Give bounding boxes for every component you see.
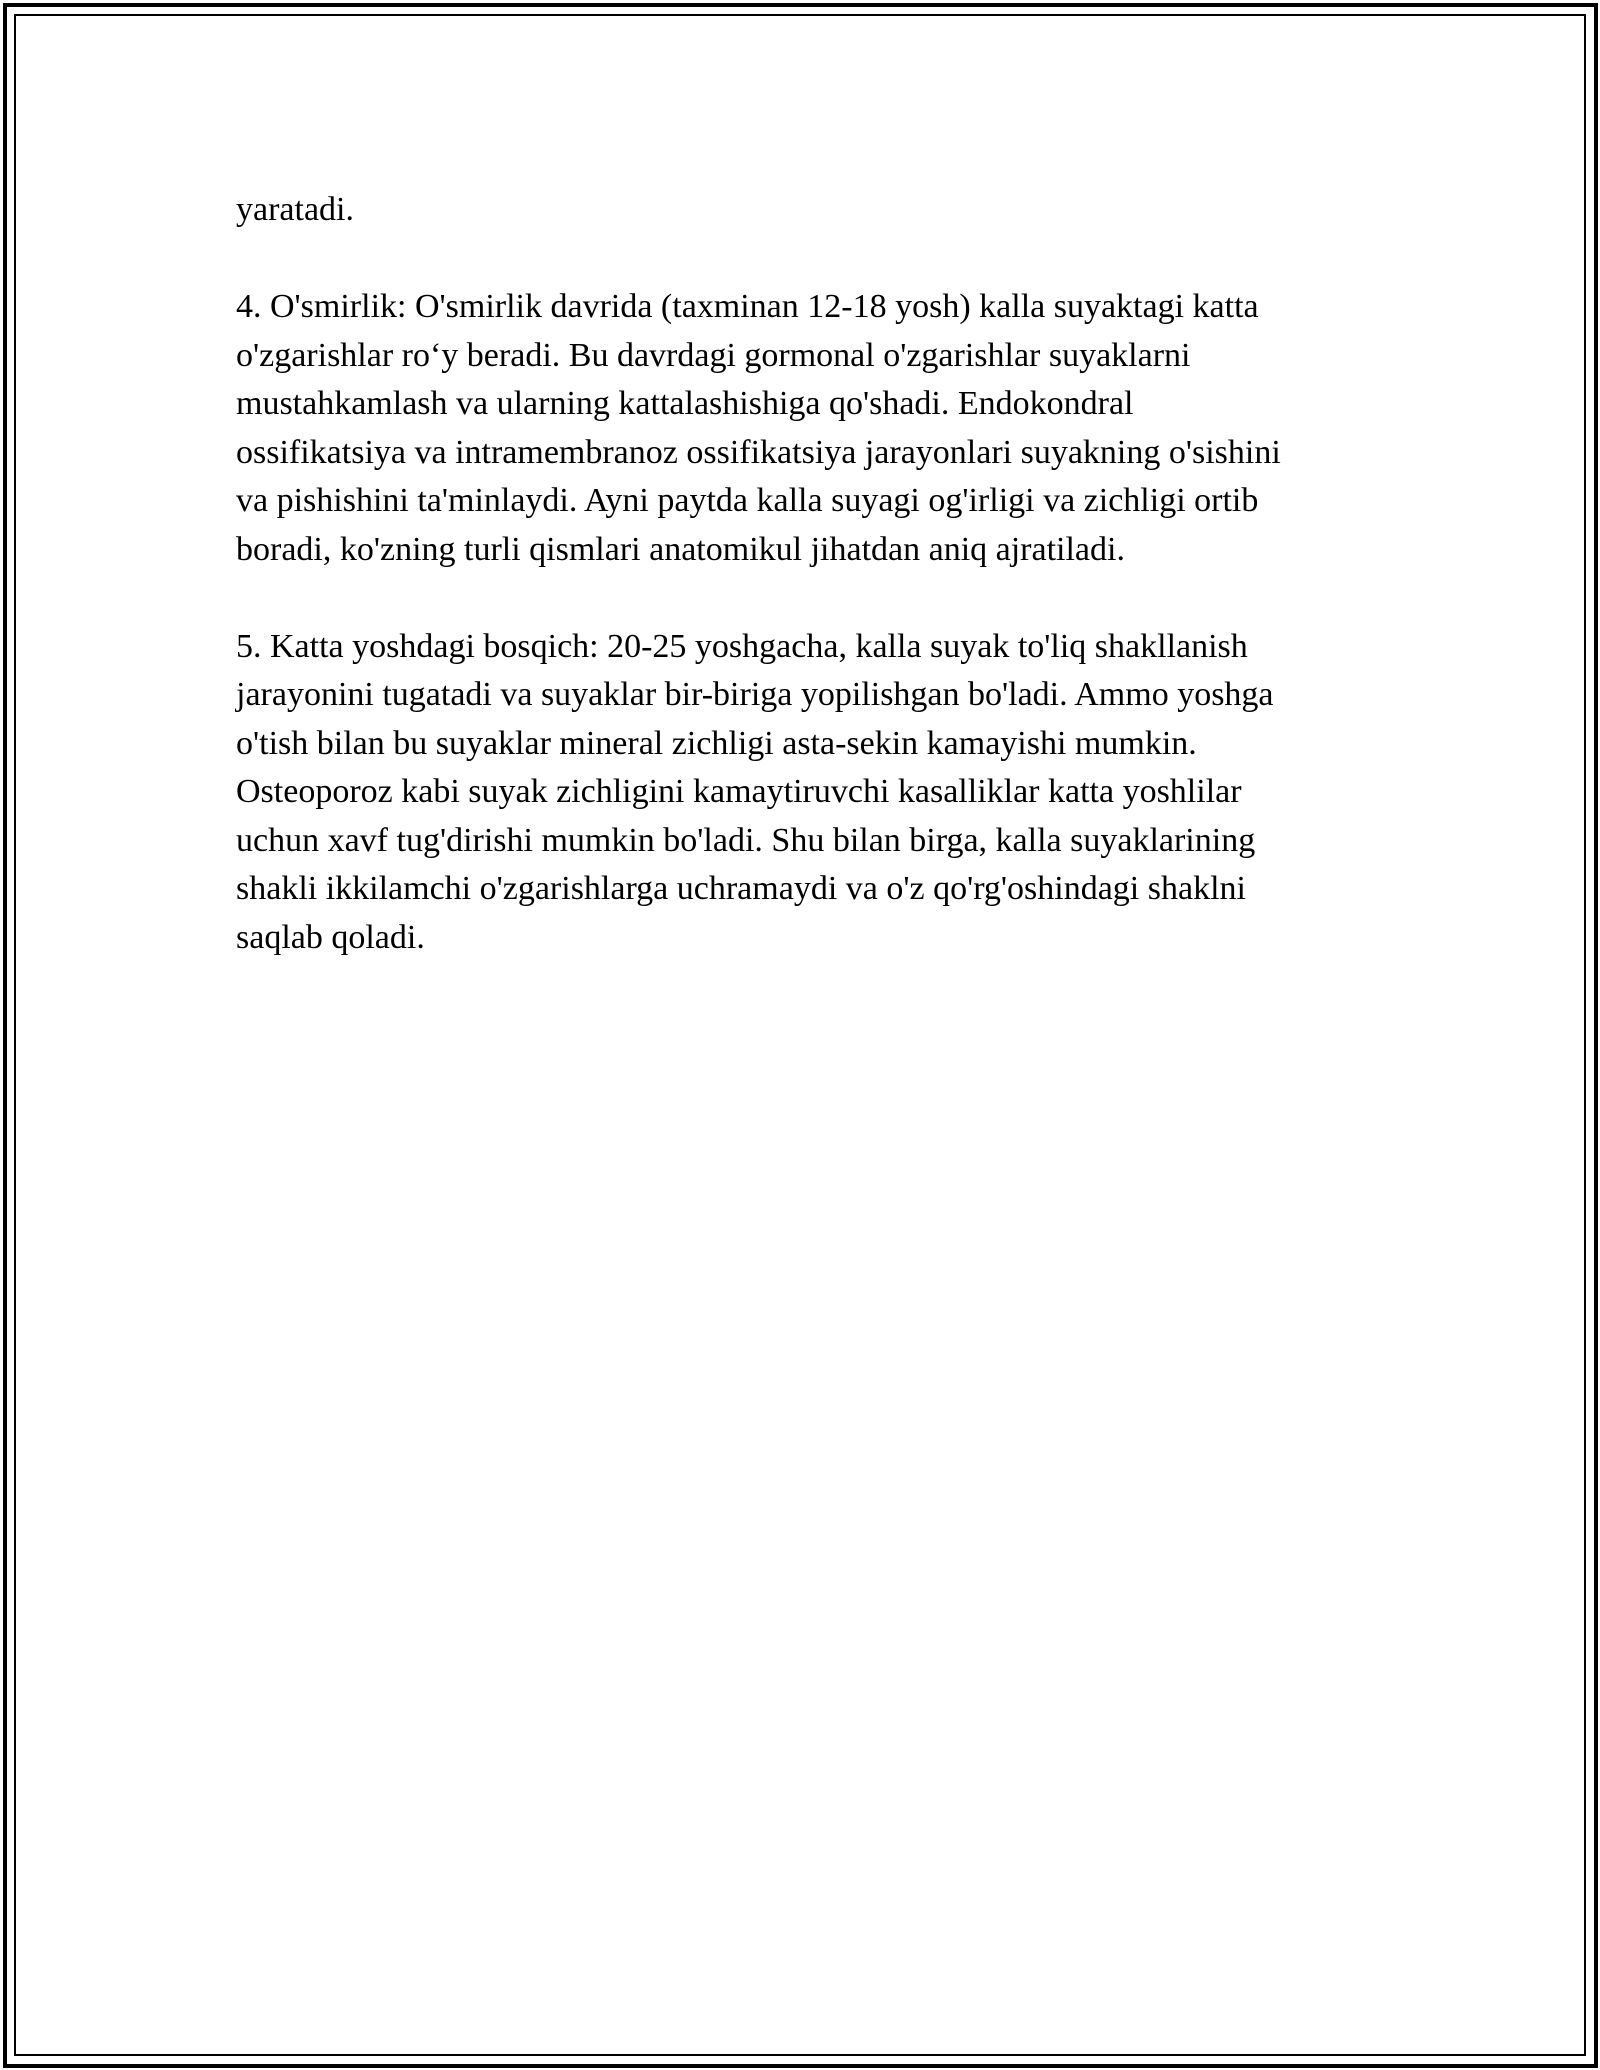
paragraph-continuation: yaratadi. [236, 191, 354, 228]
document-body [236, 186, 1386, 1011]
paragraph-adolescence: 4. O'smirlik: O'smirlik davrida (taxminan 12-18 yosh) kalla suyaktagi katta o'zgarishlar ro‘y beradi. Bu davrdagi gormonal o'zgarishlar suyaklarni mustahkamlash va ularning kattalashishiga qo'shadi. Endokondral ossifikatsiya va intramembranoz ossifikatsiya jarayonlari suyakning o'sishini va pishishini ta'minlaydi. Ayni paytda kalla suyagi og'irligi va zichligi ortib boradi, ko'zning turli qismlari anatomikul jihatdan aniq ajratiladi. [236, 288, 1281, 568]
paragraph-adulthood: 5. Katta yoshdagi bosqich: 20-25 yoshgacha, kalla suyak to'liq shakllanish jarayonini tugatadi va suyaklar bir-biriga yopilishgan bo'ladi. Ammo yoshga o'tish bilan bu suyaklar mineral zichligi asta-sekin kamayishi mumkin. Osteoporoz kabi suyak zichligini kamaytiruvchi kasalliklar katta yoshlilar uchun xavf tug'dirishi mumkin bo'ladi. Shu bilan birga, kalla suyaklarining shakli ikkilamchi o'zgarishlarga uchramaydi va o'z qo'rg'oshindagi shaklni saqlab qoladi. [236, 627, 1274, 956]
